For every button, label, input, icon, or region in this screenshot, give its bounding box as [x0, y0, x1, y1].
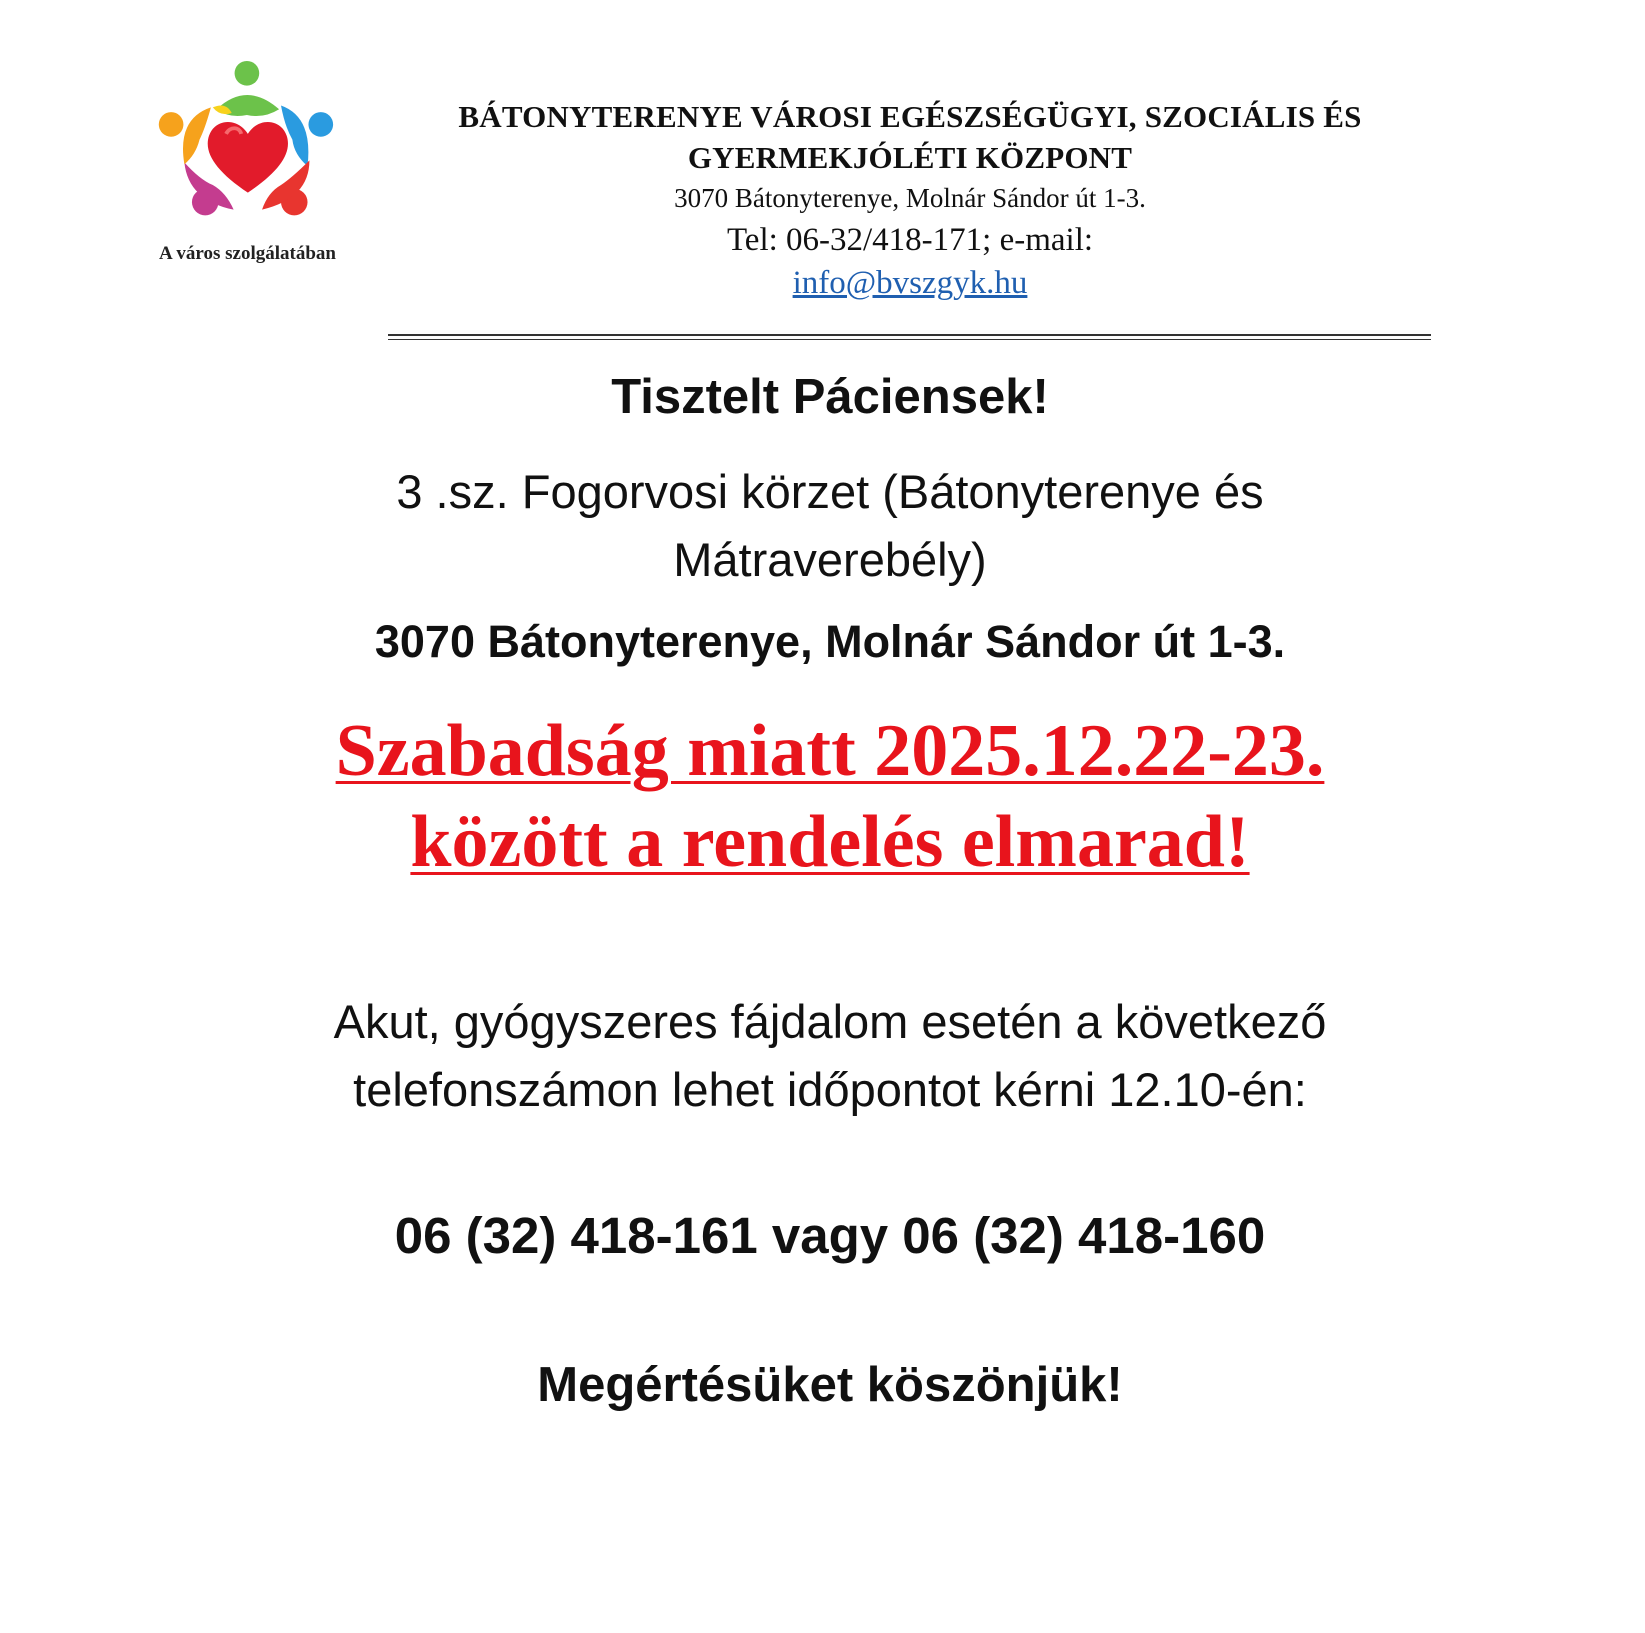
notice-body — [230, 366, 1430, 1416]
dental-district — [230, 458, 1430, 594]
acute-pain-info-line1: Akut, gyógyszeres fájdalom esetén a következő — [333, 995, 1327, 1048]
acute-pain-info — [230, 988, 1430, 1124]
closure-notice — [230, 706, 1430, 888]
organization-name-line1: BÁTONYTERENYE VÁROSI EGÉSZSÉGÜGYI, SZOCIÁLIS ÉS — [458, 99, 1362, 134]
dental-district-line1: 3 .sz. Fogorvosi körzet (Bátonyterenye és — [396, 465, 1264, 518]
closure-notice-line1: Szabadság miatt 2025.12.22-23. — [335, 710, 1325, 792]
letterhead — [400, 96, 1420, 305]
organization-name — [400, 96, 1420, 178]
email-link[interactable]: info@bvszgyk.hu — [792, 265, 1028, 301]
phone-numbers: 06 (32) 418-161 vagy 06 (32) 418-160 — [394, 1207, 1266, 1264]
dental-district-line2: Mátraverebély) — [673, 533, 987, 586]
salutation: Tisztelt Páciensek! — [611, 370, 1049, 424]
organization-logo — [130, 60, 365, 275]
organization-address: 3070 Bátonyterenye, Molnár Sándor út 1-3. — [674, 183, 1146, 213]
people-circle-heart-icon — [150, 60, 340, 240]
header-divider — [388, 334, 1431, 340]
organization-contact: Tel: 06-32/418-171; e-mail: — [726, 222, 1094, 258]
closing-thanks: Megértésüket köszönjük! — [537, 1358, 1123, 1412]
acute-pain-info-line2: telefonszámon lehet időpontot kérni 12.10-én: — [353, 1063, 1307, 1116]
closure-notice-line2: között a rendelés elmarad! — [410, 801, 1250, 883]
organization-name-line2: GYERMEKJÓLÉTI KÖZPONT — [687, 140, 1133, 175]
logo-caption: A város szolgálatában — [158, 243, 336, 264]
clinic-address: 3070 Bátonyterenye, Molnár Sándor út 1-3. — [374, 616, 1286, 667]
